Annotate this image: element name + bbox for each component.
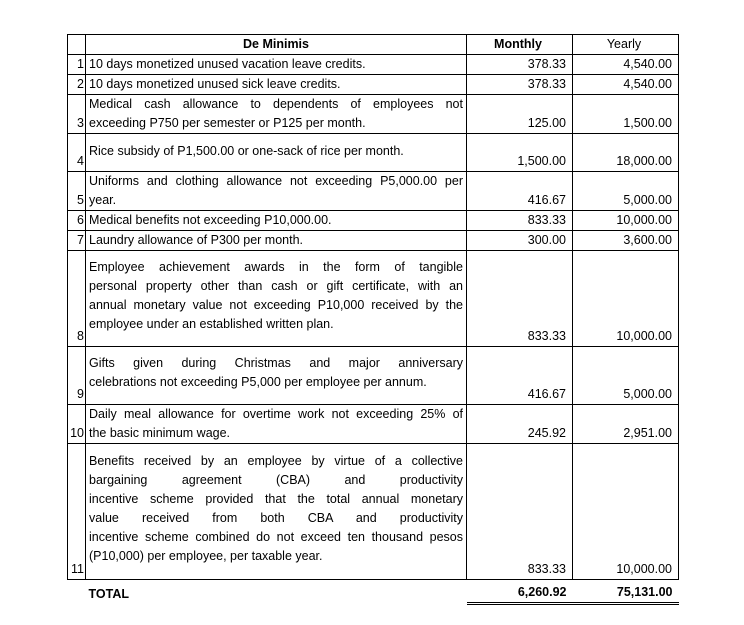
description-line: Benefits received by an employee by virtue of a collective [89,454,463,468]
table-row [68,55,679,75]
row-description [86,231,467,251]
row-number: 2 [68,75,86,95]
row-monthly: 1,500.00 [467,134,573,172]
row-yearly: 4,540.00 [573,55,679,75]
row-monthly: 245.92 [467,405,573,444]
row-yearly: 4,540.00 [573,75,679,95]
row-monthly: 378.33 [467,75,573,95]
description-line: Medical cash allowance to dependents of employees not [89,97,463,111]
description-line: employee under an established written plan. [89,317,334,331]
total-yearly: 75,131.00 [573,580,679,604]
row-monthly: 416.67 [467,347,573,405]
description-line: Rice subsidy of P1,500.00 or one-sack of rice per month. [89,144,404,158]
description-line: the basic minimum wage. [89,426,231,440]
row-number: 8 [68,251,86,347]
row-monthly: 416.67 [467,172,573,211]
table-row [68,444,679,580]
row-monthly: 833.33 [467,251,573,347]
row-yearly: 10,000.00 [573,251,679,347]
total-monthly: 6,260.92 [467,580,573,604]
row-number: 4 [68,134,86,172]
total-row [68,580,679,604]
description-line: Gifts given during Christmas and major anniversary [89,356,463,370]
description-line: Employee achievement awards in the form of tangible [89,260,463,274]
row-monthly: 833.33 [467,444,573,580]
row-yearly: 10,000.00 [573,211,679,231]
row-number: 3 [68,95,86,134]
row-number: 5 [68,172,86,211]
row-monthly: 378.33 [467,55,573,75]
description-line: incentive scheme provided that the total annual monetary [89,492,463,506]
row-yearly: 2,951.00 [573,405,679,444]
row-description [86,134,467,172]
row-number: 7 [68,231,86,251]
row-number: 1 [68,55,86,75]
row-yearly: 10,000.00 [573,444,679,580]
row-yearly: 3,600.00 [573,231,679,251]
description-line: annual monetary value not exceeding P10,000 received by the [89,298,463,312]
row-monthly: 125.00 [467,95,573,134]
table-row [68,172,679,211]
table-row [68,75,679,95]
row-number: 9 [68,347,86,405]
table-row [68,211,679,231]
row-description [86,347,467,405]
description-line: value received from both CBA and productivity [89,511,463,525]
row-yearly: 5,000.00 [573,172,679,211]
description-line: bargaining agreement (CBA) and productivity [89,473,463,487]
description-line: 10 days monetized unused vacation leave credits. [89,57,366,71]
table-row [68,405,679,444]
description-line: Medical benefits not exceeding P10,000.00. [89,213,332,227]
description-line: personal property other than cash or gift certificate, with an [89,279,463,293]
description-line: Laundry allowance of P300 per month. [89,233,304,247]
description-line: incentive scheme combined do not exceed ten thousand pesos [89,530,463,544]
row-monthly: 300.00 [467,231,573,251]
row-number: 10 [68,405,86,444]
description-line: year. [89,193,117,207]
row-description [86,211,467,231]
table-row [68,347,679,405]
row-number: 11 [68,444,86,580]
row-description [86,95,467,134]
table-header-row [68,35,679,55]
row-yearly: 5,000.00 [573,347,679,405]
row-description [86,172,467,211]
description-line: Uniforms and clothing allowance not exceeding P5,000.00 per [89,174,463,188]
header-monthly: Monthly [467,35,573,55]
description-line: exceeding P750 per semester or P125 per month. [89,116,366,130]
row-description [86,405,467,444]
row-description [86,55,467,75]
description-line: Daily meal allowance for overtime work not exceeding 25% of [89,407,463,421]
row-description [86,251,467,347]
row-number: 6 [68,211,86,231]
total-label: TOTAL [88,586,130,601]
description-line: 10 days monetized unused sick leave credits. [89,77,341,91]
header-title: De Minimis [86,35,467,55]
header-yearly: Yearly [573,35,679,55]
table-row [68,231,679,251]
table-row [68,95,679,134]
table-row [68,251,679,347]
row-description [86,444,467,580]
row-yearly: 1,500.00 [573,95,679,134]
description-line: (P10,000) per employee, per taxable year. [89,549,323,563]
de-minimis-table [67,34,679,605]
total-number-cell [68,580,86,604]
row-monthly: 833.33 [467,211,573,231]
row-description [86,75,467,95]
header-number-cell [68,35,86,55]
description-line: celebrations not exceeding P5,000 per employee per annum. [89,375,427,389]
table-row [68,134,679,172]
row-yearly: 18,000.00 [573,134,679,172]
